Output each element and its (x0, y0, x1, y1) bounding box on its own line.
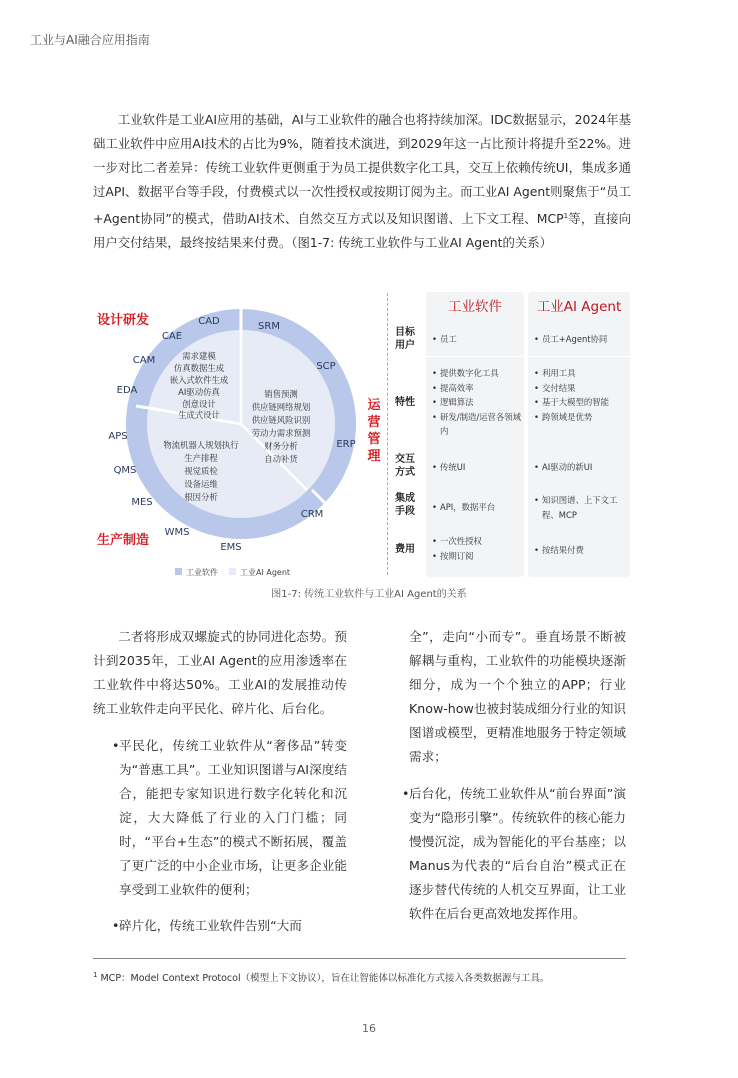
bullet-houtaihua (383, 782, 626, 926)
ring-qms: QMS (113, 465, 137, 476)
page-number: 16 (362, 1022, 376, 1035)
svg-text:生成式设计: 生成式设计 (178, 410, 220, 420)
label-ops-2: 营 (367, 415, 381, 430)
label-ops-3: 管 (367, 432, 381, 447)
running-header: 工业与AI融合应用指南 (30, 33, 150, 47)
svg-text:仿真数据生成: 仿真数据生成 (173, 363, 225, 373)
label-ops-4: 理 (367, 449, 381, 464)
footnote (93, 970, 549, 984)
cell-interact-sw: • 传统UI (426, 460, 524, 475)
bullet-dot: • (112, 918, 120, 933)
svg-text:AI驱动仿真: AI驱动仿真 (178, 387, 220, 397)
ring-cae: CAE (161, 331, 183, 342)
ring-diagram (93, 290, 393, 582)
row-label-integrate: 集成 手段 (395, 493, 415, 517)
cell-features-sw: • 提供数字化工具 • 提高效率 • 逻辑算法 • 研发/制造/运营各领域内 (426, 366, 524, 439)
footnote-mark: 1 (93, 970, 98, 979)
svg-text:根因分析: 根因分析 (184, 492, 218, 502)
svg-text:创意设计: 创意设计 (182, 399, 216, 409)
cell-interact-ag: • AI驱动的新UI (528, 460, 630, 475)
bullet-suipianhua-cont (383, 625, 626, 769)
svg-text:供应链网络规划: 供应链网络规划 (251, 402, 311, 412)
cell-integrate-sw: • API，数据平台 (426, 500, 524, 515)
legend-swatch-software (175, 568, 182, 575)
cell-target-sw: • 员工 (426, 332, 524, 347)
intro-text-a: 工业软件是工业AI应用的基础，AI与工业软件的融合也将持续加深。IDC数据显示，2024年基础工业软件中应用AI技术的占比为9%，随着技术演进，到2029年这一占比预计将提升至22%。进一步对比二者差异：传统工业软件更侧重于为员工提供数字化工具，交互上依赖传统UI，集成多通过API、数据平台等手段，付费模式以一次性授权或按期订阅为主。而工业AI Agent则聚焦于“员工+Agent协同”的模式，借助AI技术、自然交互方式以及知识图谱、上下文工程、MCP (93, 112, 631, 227)
svg-text:物流机器人规划执行: 物流机器人规划执行 (163, 440, 239, 450)
label-prod: 生产制造 (97, 533, 150, 548)
col-head-agent: 工业AI Agent (536, 299, 622, 315)
bullet-suipianhua (93, 914, 347, 938)
legend-swatch-agent (229, 568, 236, 575)
cell-integrate-ag: • 知识图谱、上下文工程、MCP (528, 493, 630, 522)
figure-divider (387, 293, 388, 575)
legend-agent: 工业AI Agent (240, 568, 291, 577)
svg-text:设备运维: 设备运维 (184, 479, 218, 489)
footnote-divider (93, 958, 626, 959)
label-ops-1: 运 (367, 398, 381, 413)
label-design: 设计研发 (97, 313, 150, 328)
ring-erp: ERP (336, 439, 356, 450)
bullet-pinghuahua (93, 734, 347, 902)
bullet-text-1: 平民化，传统工业软件从“奢侈品”转变为“普惠工具”。工业知识图谱与AI深度结合，能把专家知识进行数字化转化和沉淀，大大降低了行业的入门门槛；同时，“平台+生态”的模式不断拓展，覆盖了更广泛的中小企业市场，让更多企业能享受到工业软件的便利； (119, 738, 347, 897)
svg-text:视觉质检: 视觉质检 (184, 466, 218, 476)
row-label-target: 目标 用户 (395, 327, 415, 351)
svg-text:供应链风险识别: 供应链风险识别 (251, 415, 311, 425)
cell-fee-ag: • 按结果付费 (528, 543, 630, 558)
row-label-fee: 费用 (395, 544, 415, 555)
ring-wms: WMS (164, 527, 190, 538)
legend-software: 工业软件 (186, 568, 218, 577)
svg-text:销售预测: 销售预测 (264, 389, 298, 399)
body-left-column (93, 625, 347, 938)
label-ops (367, 397, 381, 464)
col-head-software: 工业软件 (448, 299, 502, 315)
footnote-ref[interactable]: 1 (563, 212, 569, 220)
bullet-dot: • (112, 738, 120, 753)
bullet-text-2b: 全”，走向“小而专”。垂直场景不断被解耦与重构，工业软件的功能模块逐渐细分，成为一个个独立的APP；行业Know-how也被封装成细分行业的知识图谱或模型，更精准地服务于特定领域需求； (409, 629, 626, 764)
ring-ems: EMS (220, 542, 242, 553)
ring-aps: APS (108, 431, 128, 442)
svg-text:嵌入式软件生成: 嵌入式软件生成 (169, 375, 229, 385)
comparison-table (390, 290, 630, 580)
row-label-features: 特性 (395, 397, 415, 408)
ring-crm: CRM (300, 509, 324, 520)
figure-caption: 图1-7: 传统工业软件与工业AI Agent的关系 (271, 589, 467, 600)
body-right-column (383, 625, 626, 926)
footnote-text: MCP：Model Context Protocol（模型上下文协议），旨在让智能体以标准化方式接入各类数据源与工具。 (97, 973, 550, 984)
svg-text:自动补货: 自动补货 (264, 454, 298, 464)
svg-text:财务分析: 财务分析 (264, 441, 298, 451)
ring-cam: CAM (132, 355, 156, 366)
ring-cad: CAD (198, 316, 220, 327)
ring-srm: SRM (258, 321, 280, 332)
cell-fee-sw: • 一次性授权 • 按期订阅 (426, 534, 524, 563)
bullet-dot: • (402, 786, 410, 801)
svg-text:需求建模: 需求建模 (182, 351, 216, 361)
svg-text:生产排程: 生产排程 (184, 453, 218, 463)
ring-eda: EDA (116, 385, 138, 396)
bullet-text-3: 后台化，传统工业软件从“前台界面”演变为“隐形引擎”。传统软件的核心能力慢慢沉淀，成为智能化的平台基座；以Manus为代表的“后台自治”模式正在逐步替代传统的人机交互界面，让工业软件在后台更高效地发挥作用。 (409, 786, 626, 921)
bullet-text-2a: 碎片化，传统工业软件告别“大而 (119, 918, 302, 933)
svg-text:劳动力需求预测: 劳动力需求预测 (251, 428, 311, 438)
body-para-1: 二者将形成双螺旋式的协同进化态势。预计到2035年，工业AI Agent的应用渗透率在工业软件中将达50%。工业AI的发展推动传统工业软件走向平民化、碎片化、后台化。 (93, 629, 347, 716)
intro-paragraph (93, 108, 631, 255)
cell-features-ag: • 利用工具 • 交付结果 • 基于大模型的智能 • 跨领域是优势 (528, 366, 630, 424)
row-label-interact: 交互 方式 (395, 454, 415, 478)
intro-text-b: 等，直接向用户交付结果，最终按结果来付费。（图1-7: 传统工业软件与工业AI Agent的关系） (93, 211, 632, 251)
ring-scp: SCP (316, 361, 336, 372)
cell-target-ag: • 员工+Agent协同 (528, 332, 630, 347)
ring-mes: MES (131, 497, 153, 508)
